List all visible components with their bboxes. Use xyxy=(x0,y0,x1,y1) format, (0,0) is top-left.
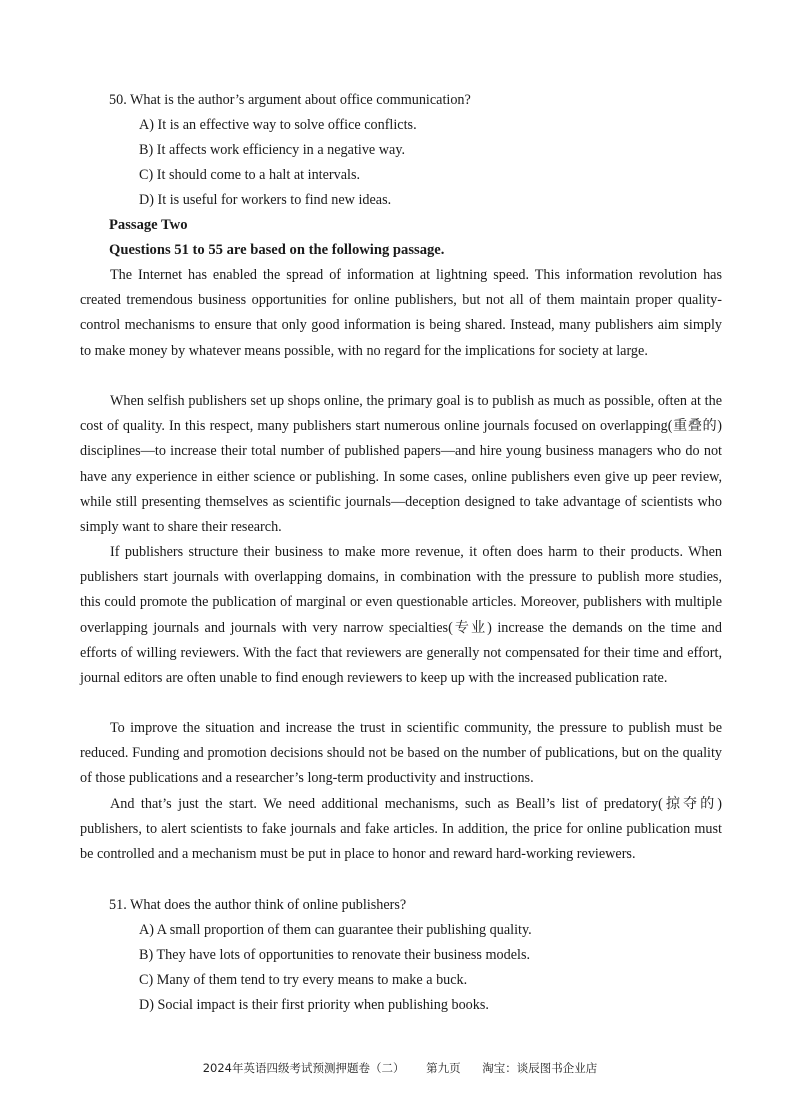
passage-paragraph-4: To improve the situation and increase the trust in scientific community, the pressure to publish must be reduced. Funding and promotion decisions should not be based on the number of publications, but on the quality of those publications and a researcher’s long-term productivity and instructions. xyxy=(80,720,722,787)
question-50-option-d: D) It is useful for workers to find new ideas. xyxy=(139,192,392,208)
question-50-stem: 50. What is the author’s argument about office communication? xyxy=(109,92,471,108)
question-51-stem: 51. What does the author think of online publishers? xyxy=(109,897,407,913)
footer-exam-title: 2024年英语四级考试预测押题卷（二） xyxy=(202,1061,405,1075)
question-50-option-c: C) It should come to a halt at intervals. xyxy=(139,167,361,183)
footer-page-number: 第九页 xyxy=(426,1061,461,1075)
question-50-option-b: B) It affects work efficiency in a negative way. xyxy=(139,142,406,158)
question-51-option-b: B) They have lots of opportunities to renovate their business models. xyxy=(139,947,531,963)
passage-title: Passage Two xyxy=(109,217,188,233)
question-51-option-a: A) A small proportion of them can guarantee their publishing quality. xyxy=(139,922,532,938)
question-51-option-d: D) Social impact is their first priority when publishing books. xyxy=(139,997,489,1013)
passage-paragraph-2: When selfish publishers set up shops online, the primary goal is to publish as much as possible, often at the cost of quality. In this respect, many publishers start numerous online journals focused on overlapping(重叠的) disciplines—to increase their total number of published papers—and hire young business managers who do not have any experience in either science or publishing. In some cases, online publishers even give up peer review, while still presenting themselves as scientific journals—deception designed to take advantage of scientists who simply want to share their research. xyxy=(80,393,722,536)
question-51-option-c: C) Many of them tend to try every means to make a buck. xyxy=(139,972,468,988)
footer-shop: 淘宝：谈辰图书企业店 xyxy=(482,1061,598,1075)
passage-subtitle: Questions 51 to 55 are based on the following passage. xyxy=(109,242,445,258)
question-50-option-a: A) It is an effective way to solve office conflicts. xyxy=(139,117,417,133)
passage-paragraph-3: If publishers structure their business to make more revenue, it often does harm to their products. When publishers start journals with overlapping domains, in combination with the pressure to publish more studies, this could promote the publication of marginal or even questionable articles. Moreover, publishers with multiple overlapping journals and journals with very narrow specialties(专业) increase the demands on the time and efforts of willing reviewers. With the fact that reviewers are generally not compensated for their time and effort, journal editors are often unable to find enough reviewers to keep up with the increased publication rate. xyxy=(80,544,722,687)
passage-paragraph-1: The Internet has enabled the spread of information at lightning speed. This information revolution has created tremendous business opportunities for online publishers, but not all of them maintain proper quality-control mechanisms to ensure that only good information is being shared. Instead, many publishers aim simply to make money by whatever means possible, with no regard for the implications for society at large. xyxy=(80,267,722,359)
passage-paragraph-5: And that’s just the start. We need additional mechanisms, such as Beall’s list of predatory(掠夺的) publishers, to alert scientists to fake journals and fake articles. In addition, the price for online publication must be controlled and a mechanism must be put in place to honor and reward hard-working reviewers. xyxy=(80,796,722,863)
page-footer xyxy=(0,1060,800,1076)
